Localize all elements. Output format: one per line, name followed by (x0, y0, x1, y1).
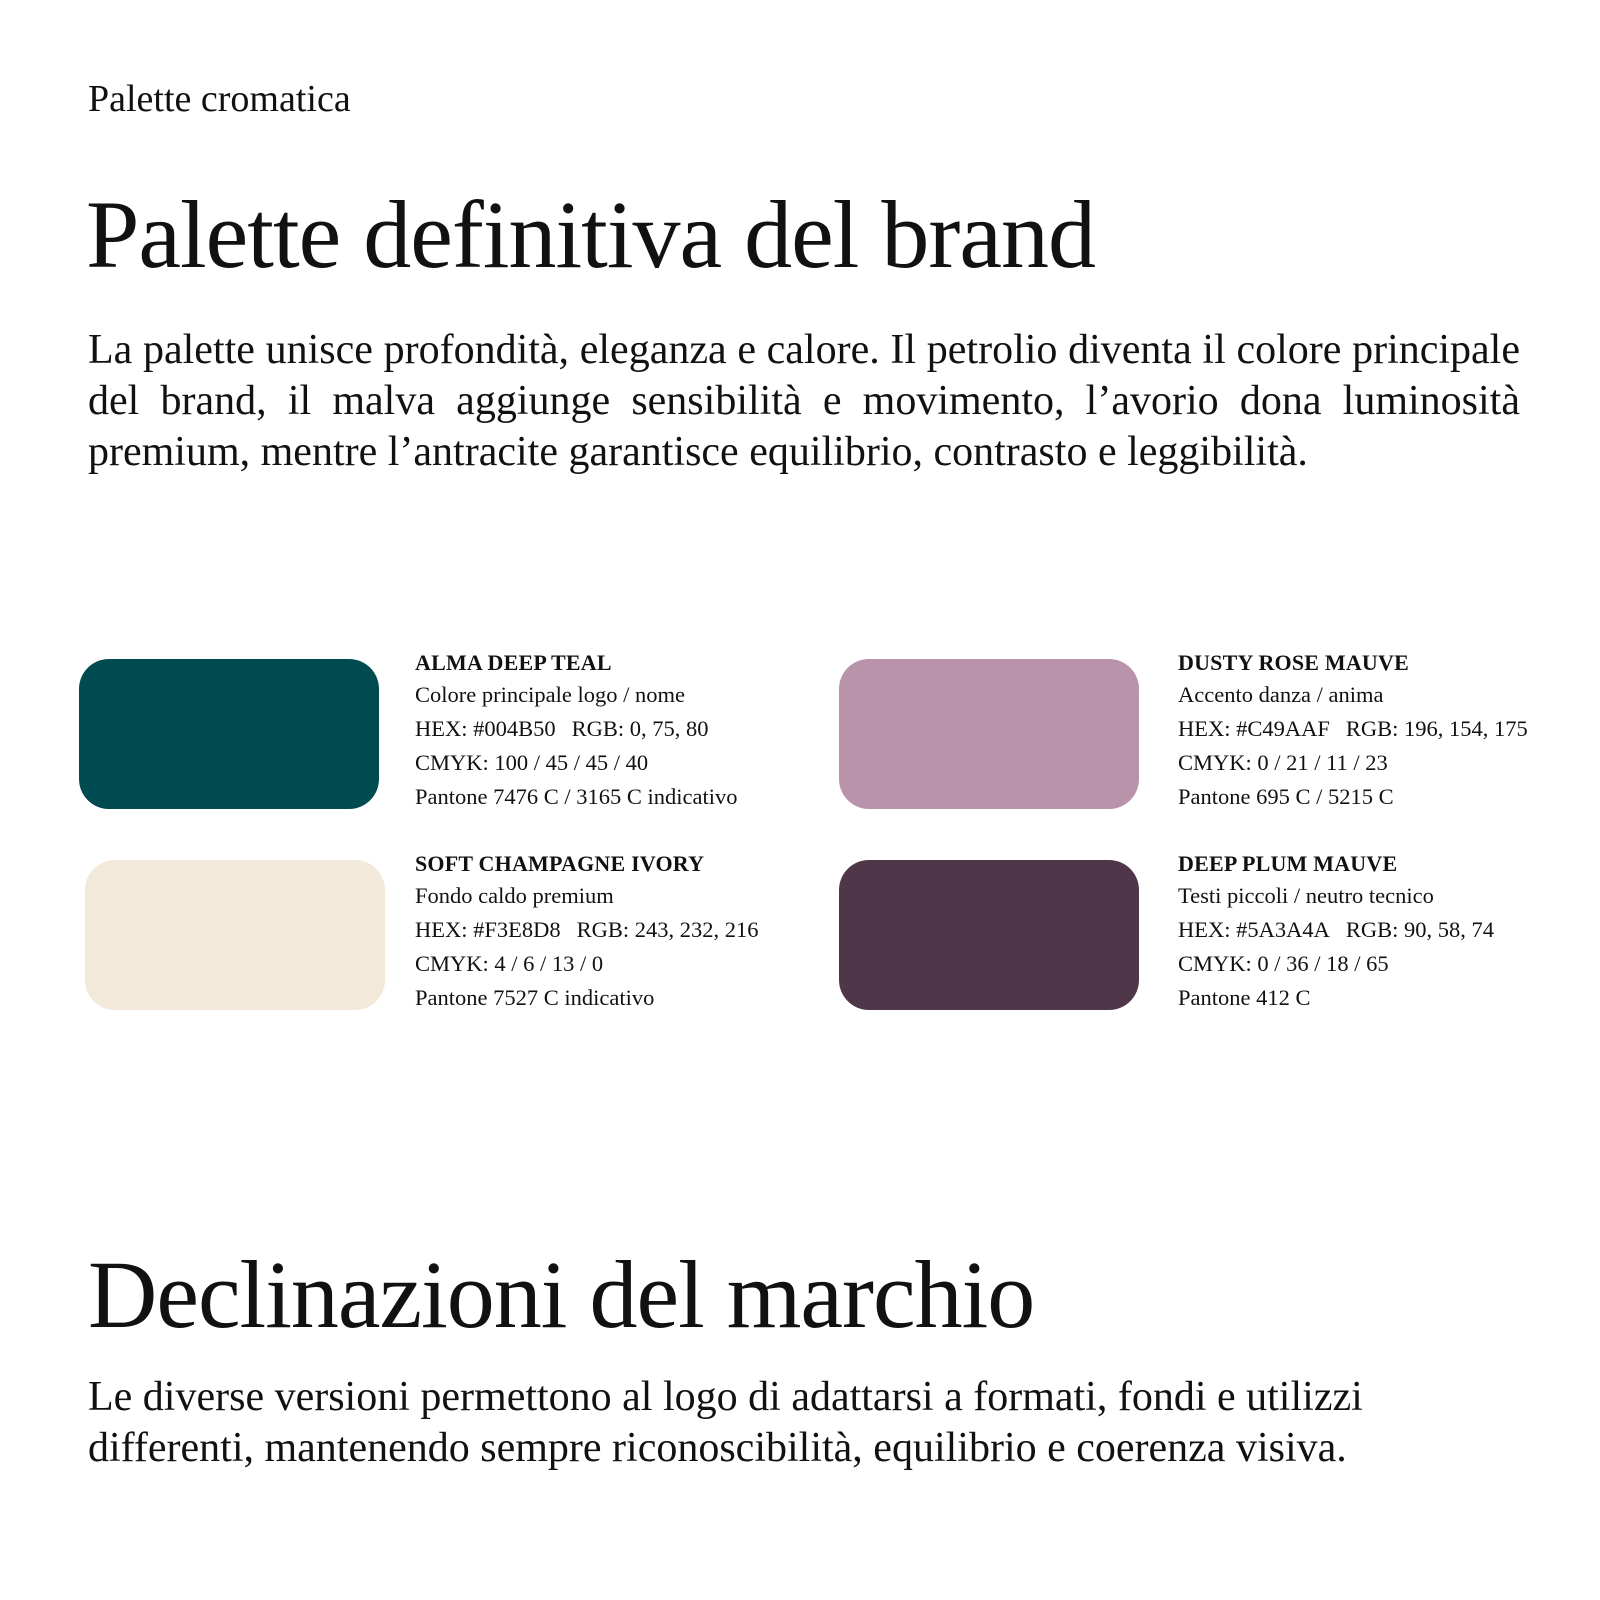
color-pantone: Pantone 695 C / 5215 C (1178, 784, 1394, 809)
color-rgb: RGB: 90, 58, 74 (1345, 917, 1495, 942)
color-rgb: RGB: 243, 232, 216 (576, 917, 759, 942)
color-info-deep-plum (1178, 849, 1558, 1015)
color-hex: HEX: #C49AAF (1178, 716, 1330, 741)
color-rgb: RGB: 196, 154, 175 (1345, 716, 1528, 741)
color-codes (1178, 913, 1558, 947)
page-title: Palette definitiva del brand (86, 181, 1095, 288)
color-swatch-teal (79, 659, 379, 809)
color-cmyk: CMYK: 4 / 6 / 13 / 0 (415, 951, 604, 976)
color-name: DUSTY ROSE MAUVE (1178, 650, 1409, 675)
color-usage: Fondo caldo premium (415, 883, 614, 908)
color-pantone: Pantone 7476 C / 3165 C indicativo (415, 784, 738, 809)
color-hex: HEX: #004B50 (415, 716, 556, 741)
color-name: ALMA DEEP TEAL (415, 650, 612, 675)
color-hex: HEX: #F3E8D8 (415, 917, 561, 942)
color-info-ivory (415, 849, 795, 1015)
color-pantone: Pantone 412 C (1178, 985, 1311, 1010)
section-text-marchio: Le diverse versioni permettono al logo di adattarsi a formati, fondi e utilizzi differenti, mantenendo sempre riconoscibilità, equilibrio e coerenza visiva. (88, 1374, 1363, 1471)
color-usage: Colore principale logo / nome (415, 682, 685, 707)
color-swatch-ivory (85, 860, 385, 1010)
color-hex: HEX: #5A3A4A (1178, 917, 1330, 942)
color-codes (415, 712, 795, 746)
color-usage: Accento danza / anima (1178, 682, 1384, 707)
color-cmyk: CMYK: 0 / 21 / 11 / 23 (1178, 750, 1388, 775)
color-info-teal (415, 648, 795, 814)
color-name: DEEP PLUM MAUVE (1178, 851, 1398, 876)
color-codes (415, 913, 795, 947)
color-codes (1178, 712, 1558, 746)
intro-paragraph: La palette unisce profondità, eleganza e calore. Il petrolio diventa il colore principale del brand, il malva aggiunge sensibilità e movimento, l’avorio dona luminosità premium, mentre l’antracite garantisce equilibrio, contrasto e leggibilità. (88, 327, 1520, 475)
color-swatch-deep-plum (839, 860, 1139, 1010)
color-cmyk: CMYK: 100 / 45 / 45 / 40 (415, 750, 649, 775)
section-label: Palette cromatica (88, 78, 351, 120)
section-title-marchio: Declinazioni del marchio (88, 1241, 1035, 1348)
color-swatch-dusty-rose (839, 659, 1139, 809)
color-name: SOFT CHAMPAGNE IVORY (415, 851, 705, 876)
color-rgb: RGB: 0, 75, 80 (571, 716, 709, 741)
color-usage: Testi piccoli / neutro tecnico (1178, 883, 1434, 908)
color-cmyk: CMYK: 0 / 36 / 18 / 65 (1178, 951, 1389, 976)
color-pantone: Pantone 7527 C indicativo (415, 985, 655, 1010)
color-info-dusty-rose (1178, 648, 1558, 814)
